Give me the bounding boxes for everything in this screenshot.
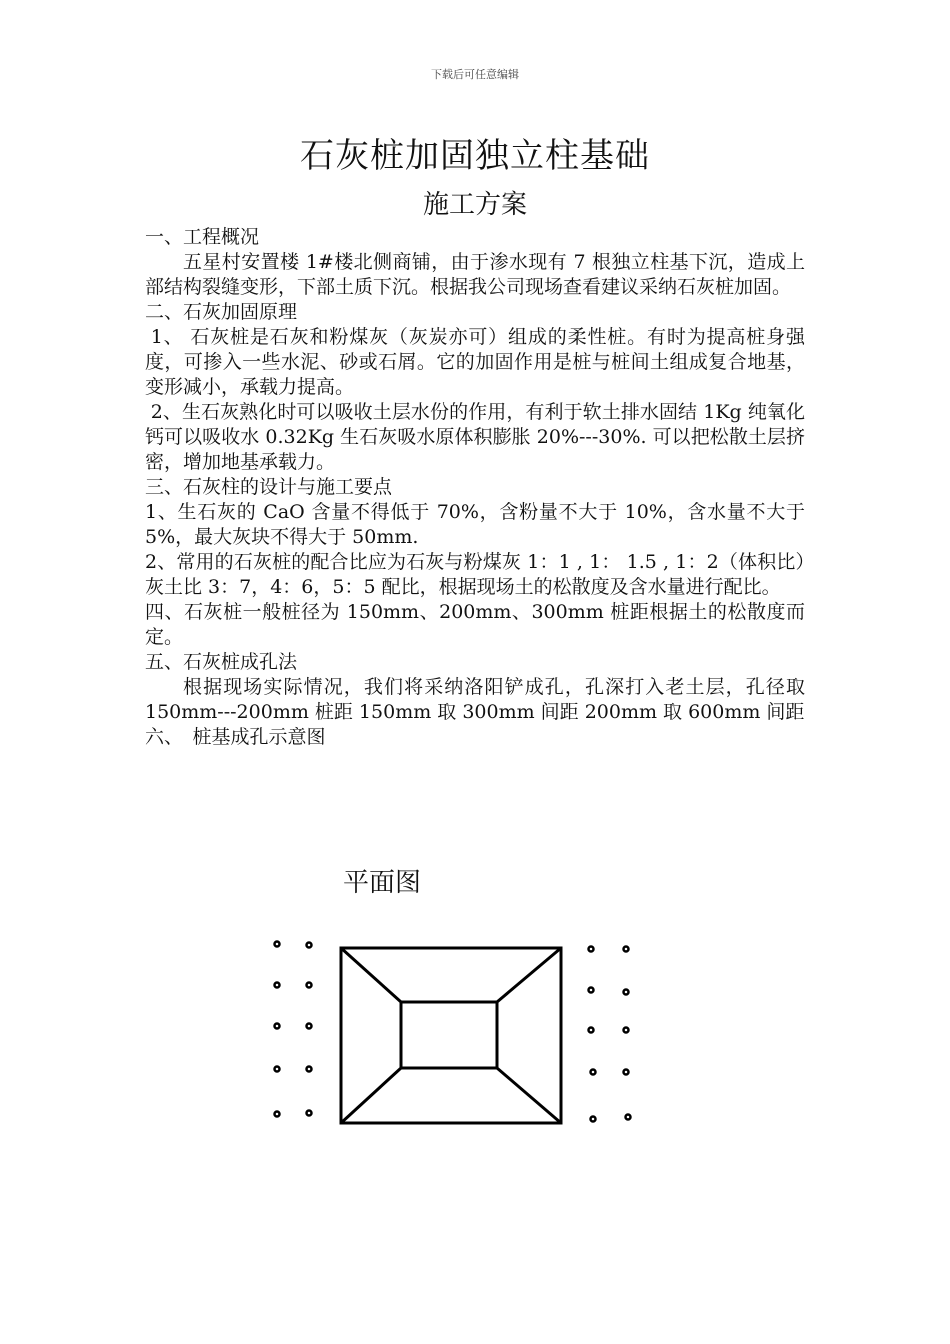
pile-hole-marker: [624, 947, 629, 952]
pile-hole-marker: [307, 983, 312, 988]
pile-hole-marker: [275, 983, 280, 988]
plan-view-diagram: [260, 930, 660, 1140]
section-heading-diagram: 六、 桩基成孔示意图: [145, 726, 326, 748]
document-title: 石灰桩加固独立柱基础: [300, 136, 650, 176]
footing-slope-line: [497, 948, 561, 1002]
paragraph-principle-2: 2、生石灰熟化时可以吸收土层水份的作用，有利于软土排水固结 1Kg 纯氧化钙可以吸收水 0.32Kg 生石灰吸水原体积膨胀 20%---30%. 可以把松散土层挤密，增加地基承载力。: [145, 401, 805, 473]
pile-hole-marker: [307, 943, 312, 948]
pile-hole-marker: [275, 1024, 280, 1029]
section-heading-principle: 二、石灰加固原理: [145, 301, 298, 323]
pile-hole-marker: [589, 988, 594, 993]
section-heading-overview: 一、工程概况: [145, 226, 260, 248]
paragraph-design-1: 1、生石灰的 CaO 含量不得低于 70%，含粉量不大于 10%，含水量不大于 5%，最大灰块不得大于 50mm.: [145, 501, 805, 548]
paragraph-design-2: 2、常用的石灰桩的配合比应为石灰与粉煤灰 1：1 , 1： 1.5 , 1：2（体积比）灰土比 3：7，4：6，5：5 配比，根据现场土的松散度及含水量进行配比。: [145, 551, 805, 598]
footing-slope-line: [341, 1068, 401, 1123]
document-subtitle: 施工方案: [422, 190, 527, 220]
footing-slope-line: [497, 1068, 561, 1123]
document-body: [145, 225, 805, 750]
pile-hole-marker: [589, 947, 594, 952]
pile-hole-marker: [624, 990, 629, 995]
paragraph-pile-diameter: 四、石灰桩一般桩径为 150mm、200mm、300mm 桩距根据土的松散度而定。: [145, 601, 805, 648]
pile-hole-marker: [307, 1111, 312, 1116]
pile-hole-marker: [275, 1112, 280, 1117]
pile-hole-marker: [275, 942, 280, 947]
pile-hole-marker: [624, 1070, 629, 1075]
paragraph-overview: 五星村安置楼 1#楼北侧商铺，由于渗水现有 7 根独立柱基下沉，造成上部结构裂缝变形，下部土质下沉。根据我公司现场查看建议采纳石灰桩加固。: [145, 251, 805, 298]
pile-hole-marker: [591, 1117, 596, 1122]
page-header-note: 下载后可任意编辑: [431, 68, 519, 81]
pile-hole-marker: [307, 1024, 312, 1029]
paragraph-principle-1: 1、 石灰桩是石灰和粉煤灰（灰炭亦可）组成的柔性桩。有时为提高桩身强度，可掺入一些水泥、砂或石屑。它的加固作用是桩与桩间土组成复合地基，变形减小，承载力提高。: [145, 326, 805, 398]
paragraph-drilling: 根据现场实际情况，我们将采纳洛阳铲成孔，孔深打入老土层，孔径取 150mm---200mm 桩距 150mm 取 300mm 间距 200mm 取 600mm 间距: [145, 676, 805, 723]
section-heading-design: 三、石灰柱的设计与施工要点: [145, 476, 393, 498]
section-heading-drilling: 五、石灰桩成孔法: [145, 651, 298, 673]
plan-view-title: 平面图: [343, 868, 422, 898]
pile-hole-marker: [591, 1070, 596, 1075]
pile-hole-marker: [589, 1028, 594, 1033]
pile-hole-marker: [624, 1028, 629, 1033]
column-inner-outline: [401, 1002, 497, 1068]
footing-slope-line: [341, 948, 401, 1002]
pile-hole-marker: [275, 1067, 280, 1072]
pile-hole-marker: [307, 1067, 312, 1072]
pile-hole-marker: [626, 1115, 631, 1120]
